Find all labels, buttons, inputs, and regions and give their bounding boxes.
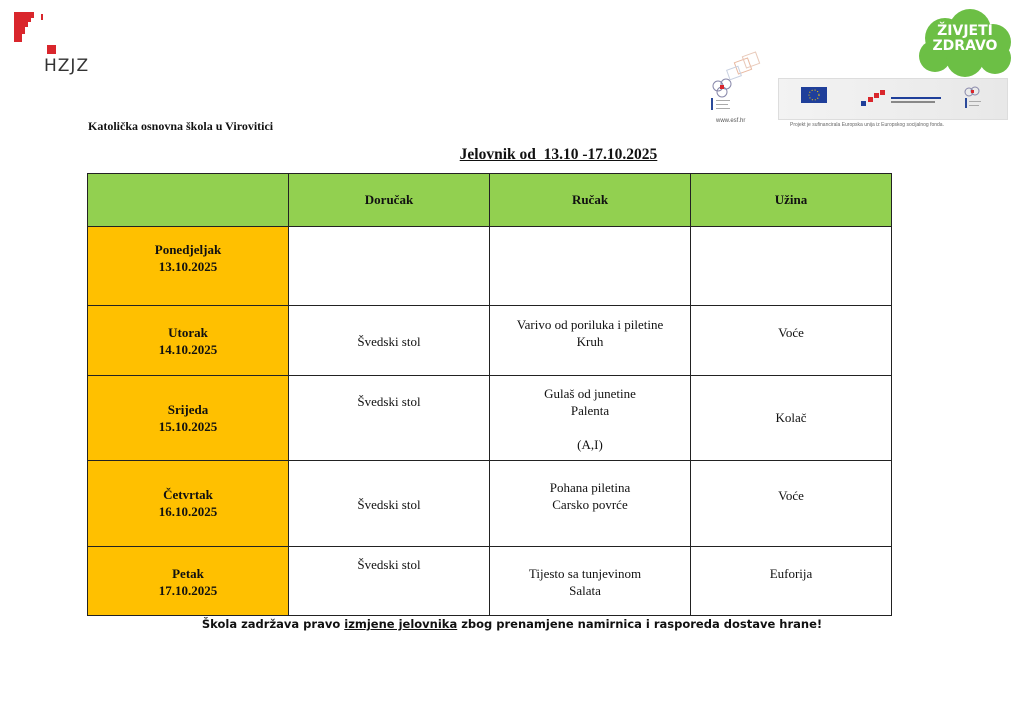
lunch-item: Varivo od poriluka i piletine [516,317,664,332]
esf-small-flower-icon [961,85,985,111]
breakfast-cell: Švedski stol [289,306,490,376]
esf-website: www.esf.hr [716,118,746,124]
lunch-cell [490,376,691,461]
esf-logo [706,50,768,130]
table-row [88,461,892,547]
table-row [88,227,892,306]
day-cell [88,376,289,461]
breakfast-cell: Švedski stol [289,461,490,547]
lunch-cell [490,461,691,547]
column-header-day [88,174,289,227]
day-date: 13.10.2025 [158,259,218,274]
lunch-item: Kruh [576,334,604,349]
school-name: Katolička osnovna škola u Virovitici [88,119,274,133]
breakfast-cell [289,227,490,306]
lunch-allergens: (A,I) [577,437,603,452]
lunch-cell [490,306,691,376]
esf-flower-icon [706,50,768,116]
lunch-item: Carsko povrće [552,497,628,512]
day-name: Utorak [168,325,208,340]
footer-note [0,617,1024,631]
day-date: 14.10.2025 [158,342,218,357]
day-name: Petak [172,566,204,581]
zivjeti-zdravo-text [915,24,1015,54]
lunch-item: Pohana piletina [549,480,631,495]
lunch-item: Gulaš od junetine [544,386,636,401]
lunch-cell [490,227,691,306]
day-cell [88,547,289,616]
snack-cell [691,227,892,306]
hzjz-mark-icon [14,12,64,56]
snack-cell: Voće [691,306,892,376]
esf-banner [778,78,1008,120]
day-cell [88,461,289,547]
day-date: 17.10.2025 [158,583,218,598]
day-cell [88,227,289,306]
hzjz-text: HZJZ [44,56,90,76]
column-header-breakfast: Doručak [289,174,490,227]
snack-cell: Voće [691,461,892,547]
table-row [88,547,892,616]
lunch-item-spacer [490,419,690,436]
day-name: Ponedjeljak [154,242,222,257]
eu-flag-icon [801,87,827,103]
hzjz-logo [12,10,102,80]
menu-table [87,173,892,616]
day-date: 16.10.2025 [158,504,218,519]
day-cell [88,306,289,376]
footer-note-start: Škola zadržava pravo [201,617,345,631]
zivjeti-line: ŽIVJETI [937,23,993,39]
column-header-snack: Užina [691,174,892,227]
day-name: Srijeda [167,402,209,417]
table-row [88,376,892,461]
breakfast-cell: Švedski stol [289,547,490,616]
snack-cell: Kolač [691,376,892,461]
esi-funds-icon [859,87,949,113]
table-header-row [88,174,892,227]
esf-caption: Projekt je sufinancirala Europska unija iz Europskog socijalnog fonda. [790,122,944,128]
lunch-item: Salata [569,583,601,598]
zivjeti-zdravo-logo [915,8,1015,78]
lunch-cell [490,547,691,616]
footer-note-end: zbog prenamjene namirnica i rasporeda dostave hrane! [457,617,823,631]
lunch-item: Tijesto sa tunjevinom [528,566,642,581]
day-name: Četvrtak [163,487,213,502]
column-header-lunch: Ručak [490,174,691,227]
snack-cell: Euforija [691,547,892,616]
menu-title-text: Jelovnik od 13.10 -17.10.2025 [459,146,658,163]
menu-title [0,146,1024,164]
zdravo-line: ZDRAVO [932,38,998,54]
breakfast-cell: Švedski stol [289,376,490,461]
day-date: 15.10.2025 [158,419,218,434]
footer-note-underlined: izmjene jelovnika [344,617,458,631]
lunch-item: Palenta [570,403,610,418]
table-row [88,306,892,376]
